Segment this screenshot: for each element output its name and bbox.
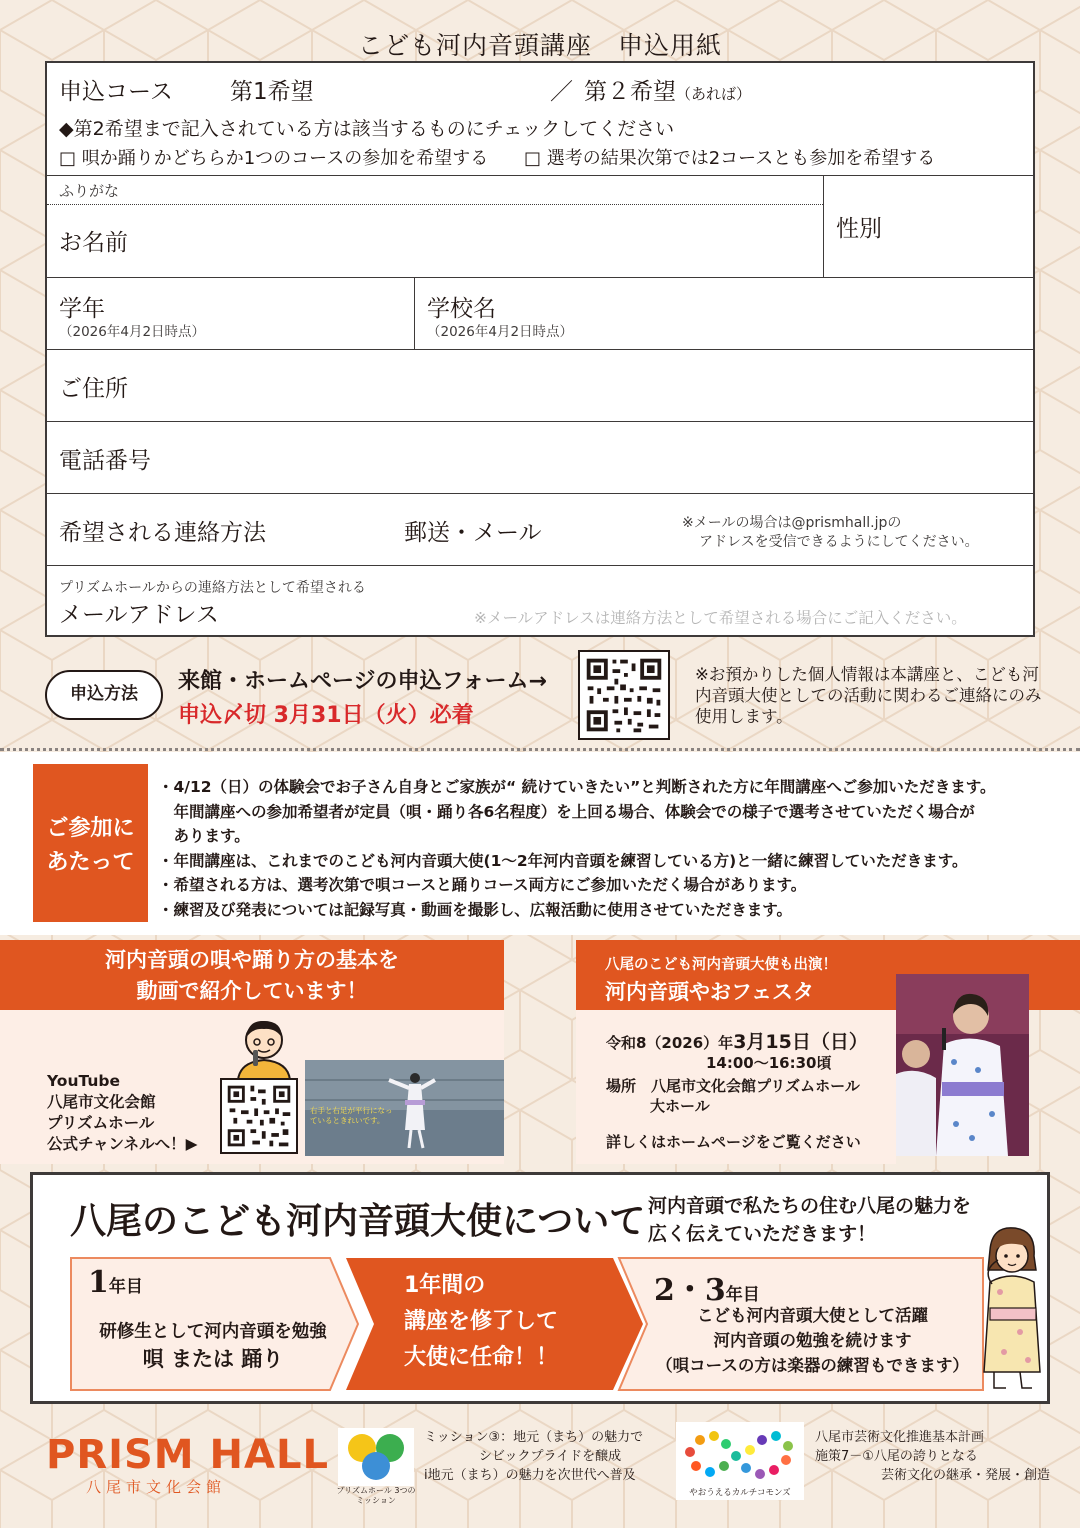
second-choice-field[interactable] [584,73,751,106]
second-choice-label: 第２希望 [584,79,676,105]
youtube-link[interactable] [47,1071,198,1155]
contact-row [47,494,1033,566]
mission-text [424,1428,643,1485]
festa-place-label: 場所 [606,1077,637,1095]
apply-method-badge: 申込方法 [45,670,163,720]
festa-performer-photo [896,974,1029,1156]
festa-sub: 八尾のこども河内音頭大使も出演！ [605,957,837,973]
festa-title: 河内音頭やおフェスタ [605,980,814,1004]
youtube-channel-1: 八尾市文化会館 [47,1093,156,1111]
mission-line2: シビックプライドを醸成 [479,1449,622,1464]
commons-logo-caption: やおうえるカルチコモンズ [689,1488,791,1498]
name-divider [823,176,824,277]
ambassador-subtitle-2: 広く伝えていただきます！ [648,1223,877,1245]
video-caption: 右手と右足が平行になっているときれいです。 [310,1106,393,1125]
email-pre-label: プリズムホールからの連絡方法として希望される [59,580,366,596]
plan-line3: 芸術文化の継承・発展・創造 [881,1468,1051,1483]
festa-date-main: 3月15日（日） [733,1031,868,1053]
grade-divider [414,278,415,349]
step3-line1: こども河内音頭大使として活躍 [697,1306,928,1325]
singer-illustration [228,1016,300,1080]
youtube-channel-2: プリズムホール [47,1114,155,1132]
step2-text [404,1268,558,1376]
email-row [47,566,1033,636]
festa-date-pre: 令和8（2026）年 [606,1034,734,1052]
grade-field[interactable]: 学年 [59,296,105,322]
grade-row [47,278,1033,350]
prism-hall-logo: PRISM HALL [46,1432,329,1478]
notes-item: ・希望される方は、選考次第で唄コースと踊りコース両方にご参加いただく場合があります。 [158,876,807,894]
notes-heading-box [33,764,148,922]
mission-logo-caption: プリズムホール 3つのミッション [336,1486,416,1505]
furigana-divider [47,204,823,205]
video-title-line1: 河内音頭の唄や踊り方の基本を [105,948,399,972]
contact-note-2: アドレスを受信できるようにしてください。 [699,534,979,550]
festa-details [606,1032,868,1152]
course-label: 申込コース [59,79,173,105]
notes-heading-line1: ご参加に [46,816,135,841]
video-title-line2: 動画で紹介しています！ [136,979,368,1003]
apply-deadline: 申込〆切 3月31日（火）必着 [178,703,474,728]
notes-item: ・年間講座は、これまでのこども河内音頭大使(1～2年河内音頭を練習している方)と一緒に練習していただきます。 [158,851,968,870]
second-choice-note: （あれば） [676,85,752,103]
mission-logo [338,1428,414,1486]
contact-method-label: 希望される連絡方法 [59,520,266,546]
ambassador-subtitle-1: 河内音頭で私たちの住む八尾の魅力を [648,1195,972,1217]
grade-note: （2026年4月2日時点） [59,324,206,340]
ambassador-title: 八尾のこども河内音頭大使について [70,1201,646,1242]
mission-line1: ミッション③：地元（まち）の魅力で [424,1430,644,1445]
email-note: ※メールアドレスは連絡方法として希望される場合にご記入ください。 [474,609,967,627]
step1-year-label: 年目 [108,1277,143,1297]
step3-text [640,1303,985,1378]
girl-illustration [970,1222,1050,1392]
school-note: （2026年4月2日時点） [427,324,574,340]
step1-text-2: 唄 または 踊り [142,1347,284,1371]
step3-year-num: 2・3 [654,1273,726,1308]
plan-text [815,1428,1050,1485]
festa-place [606,1076,868,1096]
youtube-label: YouTube [47,1072,120,1090]
festa-more-link[interactable]: 詳しくはホームページをご覧ください [606,1133,861,1151]
mission-line3: ⅰ地元（まち）の魅力を次世代へ普及 [424,1468,636,1483]
plan-line2: 施策7－①八尾の誇りとなる [815,1449,978,1464]
furigana-label: ふりがな [59,182,120,200]
ambassador-subtitle [648,1192,971,1248]
phone-field[interactable]: 電話番号 [59,448,151,474]
apply-method: 来館・ホームページの申込フォーム→ [178,669,547,694]
notes-item: ・4/12（日）の体験会でお子さん自身とご家族が“ 続けていきたい”と判断された方に年間講座へご参加いただきます。 [158,778,996,796]
notes-item: ・練習及び発表については記録写真・動画を撮影し、広報活動に使用させていただきます。 [158,900,792,919]
step1-year [88,1265,143,1300]
address-field[interactable]: ご住所 [59,376,128,402]
festa-place-1: 八尾市文化会館プリズムホール [651,1077,860,1095]
step3-line3: （唄コースの方は楽器の練習もできます） [656,1356,969,1375]
step3-year-label: 年目 [725,1285,760,1305]
step2-line3: 大使に任命！！ [404,1345,559,1370]
festa-date [606,1032,868,1053]
check-instruction: ◆第2希望まで記入されている方は該当するものにチェックしてください [59,118,675,140]
notes-item: あります。 [158,827,250,845]
contact-options[interactable]: 郵送・メール [404,520,542,546]
notes-list [158,775,1063,922]
step1-year-num: 1 [88,1265,109,1300]
course-row [47,63,1033,176]
first-choice-field[interactable]: 第1希望 [230,79,314,105]
privacy-notice: ※お預かりした個人情報は本講座と、こども河内音頭大使としての活動に関わるご連絡にのみ使用します。 [695,665,1042,726]
option-one-course-checkbox[interactable]: □ 唄か踊りかどちらか1つのコースの参加を希望する [59,148,489,169]
festa-time: 14:00～16:30頃 [706,1054,832,1072]
step3-line2: 河内音頭の勉強を続けます [713,1331,912,1350]
apply-form-qr-code[interactable] [578,650,670,740]
youtube-channel-3: 公式チャンネルへ！▶ [47,1135,198,1153]
notes-heading-line2: あたって [46,850,135,875]
option-both-courses-checkbox[interactable]: □ 選考の結果次第では2コースとも参加を希望する [524,148,936,169]
step2-line2: 講座を修了して [404,1309,559,1334]
form-title: こども河内音頭講座 申込用紙 [357,31,722,60]
address-row [47,350,1033,422]
email-field[interactable]: メールアドレス [59,602,219,628]
video-title-bar [0,940,504,1010]
youtube-qr-code[interactable] [220,1078,298,1154]
step2-line1: 1年間の [404,1273,486,1298]
plan-line1: 八尾市芸術文化推進基本計画 [815,1430,985,1445]
notes-item: 年間講座への参加希望者が定員（唄・踊り各6名程度）を上回る場合、体験会での様子で選考させていただく場合が [158,802,975,821]
dotted-separator [0,748,1080,751]
contact-note-1: ※メールの場合は@prismhall.jpの [682,515,902,531]
phone-row [47,422,1033,494]
gender-field[interactable]: 性別 [836,216,882,242]
prism-hall-logo-sub: 八尾市文化会館 [86,1478,227,1496]
festa-place-2: 大ホール [650,1097,710,1115]
step1-text-1: 研修生として河内音頭を勉強 [99,1322,327,1342]
school-field[interactable]: 学校名 [427,296,496,322]
name-row [47,176,1033,278]
name-field[interactable]: お名前 [59,230,128,256]
slash: ／ [550,79,573,105]
application-form [45,61,1035,637]
